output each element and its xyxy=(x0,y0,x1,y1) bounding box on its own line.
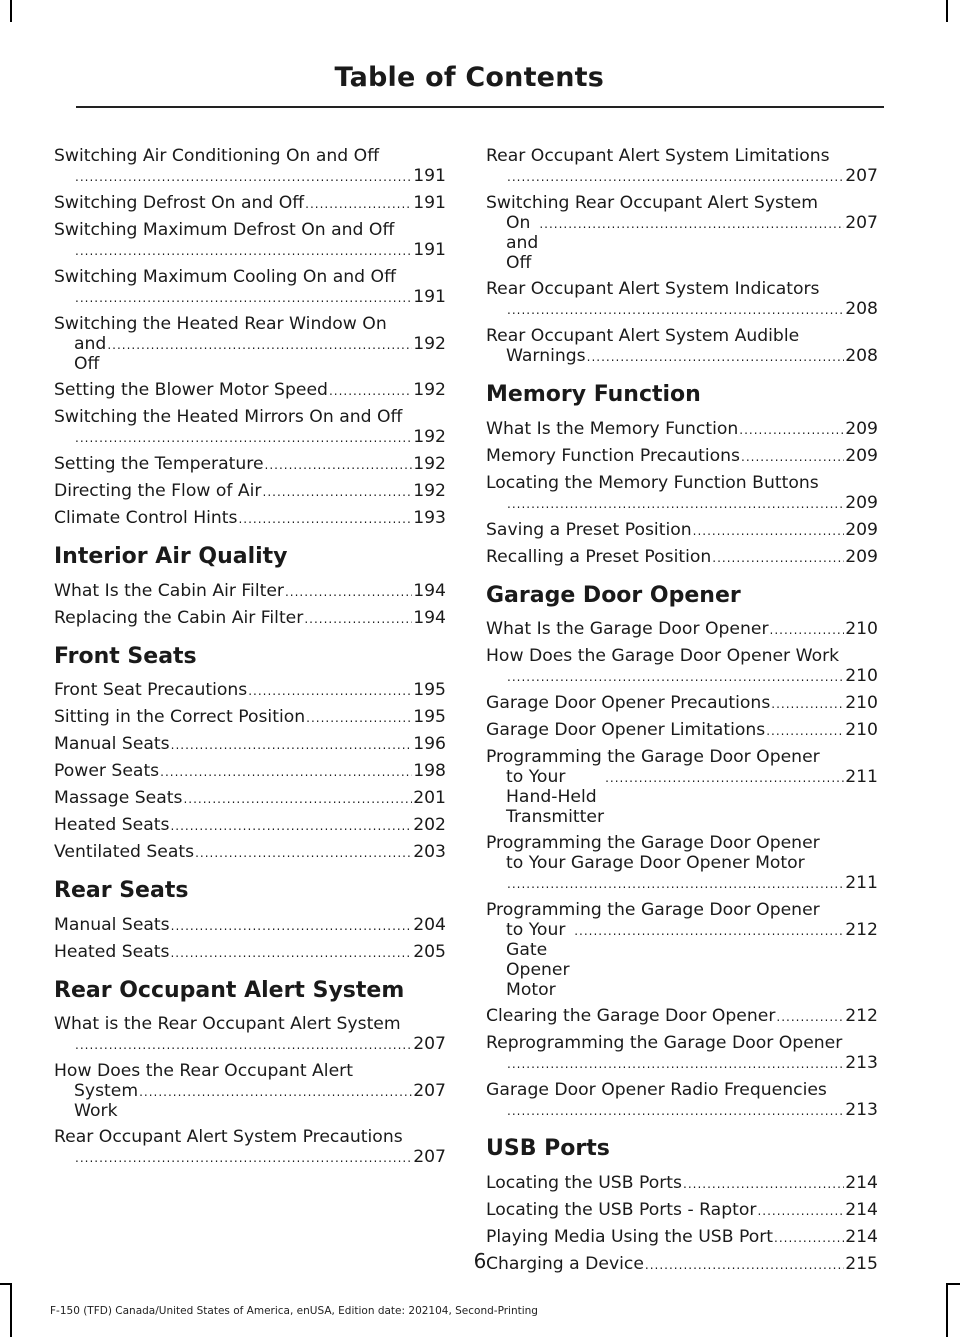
toc-page-number: 212 xyxy=(845,1006,878,1026)
toc-entry-title: Locating the USB Ports xyxy=(486,1172,682,1193)
toc-page-number: 213 xyxy=(845,1100,878,1120)
toc-entry-title: Directing the Flow of Air xyxy=(54,481,262,501)
toc-leader-dots xyxy=(170,943,412,963)
crop-mark-top-right-v xyxy=(946,0,948,22)
toc-page-number: 213 xyxy=(845,1053,878,1073)
toc-entry-line xyxy=(54,220,446,240)
toc-leader-dots xyxy=(507,1101,844,1121)
toc-page-number: 198 xyxy=(413,761,446,781)
toc-entry-title: Switching the Heated Rear Window On xyxy=(54,314,387,334)
toc-leader-dots xyxy=(75,288,412,308)
toc-entry-title-continued: On and Off xyxy=(506,213,539,273)
toc-page-number: 207 xyxy=(413,1147,446,1167)
toc-entry-line xyxy=(486,1200,878,1221)
toc-entry-title: What Is the Cabin Air Filter xyxy=(54,580,284,601)
toc-entry-line xyxy=(54,1014,446,1034)
section-heading: Rear Occupant Alert System xyxy=(54,977,405,1003)
toc-entry-line xyxy=(486,520,878,541)
toc-entry-title: Switching the Heated Mirrors On and Off xyxy=(54,407,403,427)
toc-entry-title: Climate Control Hints xyxy=(54,508,238,528)
toc-leader-dots xyxy=(741,447,844,467)
page-title: Table of Contents xyxy=(334,62,604,93)
footer-edition-text: F-150 (TFD) Canada/United States of America, enUSA, Edition date: 202104, Second-Printing xyxy=(50,1305,538,1317)
crop-mark-bottom-right-h xyxy=(946,1283,960,1285)
toc-entry-line xyxy=(486,646,878,666)
toc-leader-dots xyxy=(683,1174,844,1194)
toc-entry-line xyxy=(486,833,878,853)
toc-leader-dots xyxy=(712,548,844,568)
toc-page-number: 205 xyxy=(413,941,446,962)
toc-entry[interactable] xyxy=(54,508,446,529)
toc-entry-title: Garage Door Opener Precautions xyxy=(486,693,771,713)
section-heading: Memory Function xyxy=(486,382,701,407)
toc-page-number: 207 xyxy=(413,1034,446,1054)
toc-page-number: 193 xyxy=(413,508,446,528)
toc-entry[interactable] xyxy=(54,267,446,308)
toc-left-column xyxy=(54,146,446,1174)
toc-page-number: 195 xyxy=(413,707,446,727)
toc-entry-title: Ventilated Seats xyxy=(54,842,195,862)
toc-leader-dots xyxy=(304,609,412,629)
toc-entry-title: Playing Media Using the USB Port xyxy=(486,1226,774,1247)
toc-entry-line xyxy=(54,608,446,629)
toc-entry-title: Rear Occupant Alert System Indicators xyxy=(486,279,820,299)
toc-entry-line xyxy=(54,508,446,529)
toc-leader-dots xyxy=(766,721,844,741)
section-heading: Interior Air Quality xyxy=(54,544,288,569)
toc-entry-title: Manual Seats xyxy=(54,734,170,754)
toc-entry-line xyxy=(54,581,446,602)
toc-entry-title: Locating the USB Ports - Raptor xyxy=(486,1199,757,1220)
toc-page-number: 203 xyxy=(413,842,446,862)
toc-entry-line xyxy=(486,146,878,166)
toc-entry-title: Clearing the Garage Door Opener xyxy=(486,1006,776,1026)
toc-entry-line xyxy=(54,815,446,836)
toc-entry-line xyxy=(486,419,878,440)
toc-entry-title: Memory Function Precautions xyxy=(486,445,741,466)
toc-entry-line xyxy=(486,1006,878,1027)
toc-entry-continuation xyxy=(54,1147,446,1168)
toc-entry-line xyxy=(486,473,878,493)
toc-entry-title: What is the Rear Occupant Alert System xyxy=(54,1014,401,1034)
toc-entry-title: What Is the Garage Door Opener xyxy=(486,619,769,639)
toc-page-number: 215 xyxy=(845,1253,878,1274)
toc-entry-title-continued: to Your Hand-Held Transmitter xyxy=(506,767,605,827)
crop-mark-bottom-right-v xyxy=(946,1283,948,1337)
toc-entry-continuation xyxy=(486,920,878,1000)
toc-page-number: 214 xyxy=(845,1226,878,1247)
toc-entry-continuation xyxy=(486,493,878,514)
toc-leader-dots xyxy=(507,167,844,187)
toc-entry-continuation xyxy=(486,873,878,894)
toc-page-number: 194 xyxy=(413,580,446,601)
toc-entry-line xyxy=(486,720,878,741)
toc-entry-line xyxy=(486,279,878,299)
toc-entry[interactable] xyxy=(54,1061,446,1121)
toc-leader-dots xyxy=(774,1228,844,1248)
toc-entry[interactable] xyxy=(486,833,878,894)
toc-leader-dots xyxy=(507,300,844,320)
toc-entry-title: Switching Maximum Defrost On and Off xyxy=(54,220,395,240)
toc-page-number: 195 xyxy=(413,680,446,700)
toc-entry[interactable] xyxy=(54,454,446,475)
toc-leader-dots xyxy=(305,194,412,214)
toc-entry-title: Locating the Memory Function Buttons xyxy=(486,472,819,493)
toc-page-number: 211 xyxy=(845,873,878,893)
toc-entry-title-continued: Warnings xyxy=(506,346,586,366)
toc-leader-dots xyxy=(139,1082,412,1102)
toc-leader-dots xyxy=(757,1201,844,1221)
toc-entry-line xyxy=(54,915,446,936)
toc-entry-title: Manual Seats xyxy=(54,914,170,935)
toc-entry[interactable] xyxy=(486,1006,878,1027)
toc-entry-line xyxy=(486,1033,878,1053)
toc-leader-dots xyxy=(238,509,412,529)
toc-entry-continuation xyxy=(486,767,878,827)
toc-entry[interactable] xyxy=(54,220,446,261)
toc-entry-line xyxy=(486,619,878,640)
toc-page-number: 191 xyxy=(413,240,446,260)
header-rule xyxy=(76,106,884,108)
toc-leader-dots xyxy=(507,874,844,894)
toc-entry[interactable] xyxy=(54,1014,446,1055)
toc-entry[interactable] xyxy=(54,581,446,602)
toc-entry-title: How Does the Rear Occupant Alert xyxy=(54,1061,353,1081)
toc-entry[interactable] xyxy=(54,734,446,755)
toc-entry-line xyxy=(54,1061,446,1081)
toc-entry-continuation xyxy=(486,853,878,873)
toc-entry-continuation xyxy=(486,1053,878,1074)
toc-leader-dots xyxy=(75,1035,412,1055)
toc-leader-dots xyxy=(107,335,412,355)
toc-entry-line xyxy=(54,942,446,963)
toc-entry-line xyxy=(54,267,446,287)
toc-entry-continuation xyxy=(486,299,878,320)
toc-leader-dots xyxy=(263,482,413,502)
toc-entry[interactable] xyxy=(54,942,446,963)
toc-entry-line xyxy=(54,380,446,401)
toc-page-number: 209 xyxy=(845,418,878,439)
toc-entry[interactable] xyxy=(54,680,446,701)
toc-page-number: 211 xyxy=(845,767,878,787)
toc-leader-dots xyxy=(265,455,413,475)
toc-leader-dots xyxy=(75,428,412,448)
toc-entry[interactable] xyxy=(54,842,446,863)
toc-entry-line xyxy=(54,761,446,782)
toc-entry[interactable] xyxy=(486,279,878,320)
toc-leader-dots xyxy=(693,521,845,541)
section-heading: Garage Door Opener xyxy=(486,582,741,608)
toc-page-number: 209 xyxy=(845,546,878,567)
toc-page-number: 194 xyxy=(413,607,446,628)
toc-page-number: 214 xyxy=(845,1172,878,1193)
toc-entry[interactable] xyxy=(486,326,878,367)
toc-entry[interactable] xyxy=(54,761,446,782)
toc-entry-title: Rear Occupant Alert System Audible xyxy=(486,326,800,346)
section-heading: Front Seats xyxy=(54,643,197,669)
toc-leader-dots xyxy=(739,420,844,440)
toc-entry-continuation xyxy=(486,213,878,273)
toc-entry-title: Programming the Garage Door Opener xyxy=(486,833,820,853)
toc-entry-line xyxy=(486,547,878,568)
toc-entry[interactable] xyxy=(486,1227,878,1248)
toc-entry[interactable] xyxy=(486,1033,878,1074)
toc-leader-dots xyxy=(171,735,413,755)
toc-entry[interactable] xyxy=(486,419,878,440)
toc-entry-line xyxy=(54,707,446,728)
toc-entry[interactable] xyxy=(486,1200,878,1221)
toc-entry-continuation xyxy=(486,1100,878,1121)
toc-entry-title: Switching Rear Occupant Alert System xyxy=(486,193,819,213)
section-heading: Rear Seats xyxy=(54,878,189,903)
toc-entry[interactable] xyxy=(54,193,446,214)
toc-page-number: 204 xyxy=(413,914,446,935)
toc-page-number: 209 xyxy=(845,519,878,540)
crop-mark-bottom-left-h xyxy=(0,1283,12,1285)
toc-page-number: 207 xyxy=(845,213,878,233)
toc-entry[interactable] xyxy=(54,380,446,401)
toc-entry-line xyxy=(54,314,446,334)
toc-page-number: 201 xyxy=(413,788,446,808)
toc-leader-dots xyxy=(574,921,844,941)
toc-entry-title: Garage Door Opener Radio Frequencies xyxy=(486,1080,827,1100)
toc-leader-dots xyxy=(75,1148,412,1168)
toc-entry-line xyxy=(486,1227,878,1248)
toc-entry-line xyxy=(486,193,878,213)
toc-page-number: 209 xyxy=(845,445,878,466)
toc-leader-dots xyxy=(587,347,845,367)
toc-entry-title: Charging a Device xyxy=(486,1253,644,1274)
toc-entry-line xyxy=(54,193,446,214)
toc-page-number: 191 xyxy=(413,287,446,307)
toc-page-number: 202 xyxy=(413,815,446,835)
toc-entry-title-continued: to Your Gate Opener Motor xyxy=(506,920,570,1000)
page-number: 6 xyxy=(473,1249,487,1273)
toc-page-number: 191 xyxy=(413,193,446,213)
toc-leader-dots xyxy=(507,667,844,687)
crop-mark-top-left-v xyxy=(10,0,12,22)
toc-page-number: 196 xyxy=(413,734,446,754)
toc-entry-title: Setting the Temperature xyxy=(54,454,264,474)
toc-entry[interactable] xyxy=(486,619,878,640)
toc-page-number: 212 xyxy=(845,920,878,940)
toc-entry-continuation xyxy=(486,346,878,367)
toc-entry-continuation xyxy=(486,166,878,187)
toc-entry-line xyxy=(486,747,878,767)
toc-page-number: 214 xyxy=(845,1199,878,1220)
toc-entry-line xyxy=(54,454,446,475)
toc-entry-title: Setting the Blower Motor Speed xyxy=(54,380,328,400)
toc-leader-dots xyxy=(183,789,412,809)
toc-page-number: 207 xyxy=(845,166,878,186)
toc-entry[interactable] xyxy=(54,314,446,374)
toc-entry-continuation xyxy=(54,166,446,187)
toc-entry-continuation xyxy=(54,427,446,448)
toc-leader-dots xyxy=(160,762,412,782)
toc-entry[interactable] xyxy=(486,1080,878,1121)
toc-entry[interactable] xyxy=(54,407,446,448)
toc-leader-dots xyxy=(507,494,844,514)
toc-entry-line xyxy=(486,446,878,467)
toc-leader-dots xyxy=(771,694,844,714)
toc-page-number: 209 xyxy=(845,492,878,513)
toc-page-number: 208 xyxy=(845,346,878,366)
toc-entry[interactable] xyxy=(54,815,446,836)
toc-entry-title: Recalling a Preset Position xyxy=(486,546,712,567)
toc-entry-continuation xyxy=(54,1081,446,1121)
toc-leader-dots xyxy=(195,843,412,863)
toc-entry-title: Sitting in the Correct Position xyxy=(54,707,306,727)
toc-entry[interactable] xyxy=(486,146,878,187)
toc-leader-dots xyxy=(75,241,412,261)
toc-entry-title: Switching Maximum Cooling On and Off xyxy=(54,267,396,287)
toc-page-number: 192 xyxy=(413,481,446,501)
toc-entry-line xyxy=(54,842,446,863)
toc-entry-title: Garage Door Opener Limitations xyxy=(486,720,766,740)
toc-page-number: 192 xyxy=(413,427,446,447)
section-heading: USB Ports xyxy=(486,1136,610,1161)
toc-entry-line xyxy=(486,1173,878,1194)
toc-leader-dots xyxy=(170,816,412,836)
toc-leader-dots xyxy=(171,916,413,936)
toc-entry[interactable] xyxy=(54,707,446,728)
toc-leader-dots xyxy=(605,768,844,788)
toc-entry-title-continued: System Work xyxy=(74,1081,139,1121)
toc-page-number: 192 xyxy=(413,380,446,400)
toc-entry-line xyxy=(486,326,878,346)
toc-entry[interactable] xyxy=(54,915,446,936)
toc-entry-line xyxy=(486,1080,878,1100)
toc-entry-title: Programming the Garage Door Opener xyxy=(486,747,820,767)
toc-entry[interactable] xyxy=(54,481,446,502)
toc-page-number: 207 xyxy=(413,1081,446,1101)
toc-leader-dots xyxy=(285,582,412,602)
toc-entry-continuation xyxy=(54,240,446,261)
toc-leader-dots xyxy=(539,214,844,234)
toc-entry[interactable] xyxy=(486,646,878,687)
toc-entry-line xyxy=(54,146,446,166)
toc-entry-line xyxy=(54,481,446,502)
toc-page-number: 210 xyxy=(845,619,878,639)
toc-entry-title: Power Seats xyxy=(54,761,160,781)
toc-entry-title: Replacing the Cabin Air Filter xyxy=(54,607,304,628)
toc-entry-title: Heated Seats xyxy=(54,815,170,835)
toc-entry[interactable] xyxy=(486,693,878,714)
toc-entry[interactable] xyxy=(54,788,446,809)
toc-entry-title: Massage Seats xyxy=(54,788,183,808)
toc-entry[interactable] xyxy=(486,446,878,467)
toc-leader-dots xyxy=(75,167,412,187)
toc-entry-line xyxy=(54,407,446,427)
toc-entry-title: Programming the Garage Door Opener xyxy=(486,900,820,920)
toc-leader-dots xyxy=(770,620,845,640)
toc-leader-dots xyxy=(306,708,412,728)
toc-leader-dots xyxy=(507,1054,844,1074)
toc-entry-title: How Does the Garage Door Opener Work xyxy=(486,646,840,666)
toc-entry-title-continued: to Your Garage Door Opener Motor xyxy=(506,853,805,873)
toc-entry-title: Heated Seats xyxy=(54,941,170,962)
toc-page-number: 210 xyxy=(845,720,878,740)
toc-entry-continuation xyxy=(54,1034,446,1055)
toc-entry[interactable] xyxy=(54,146,446,187)
toc-page-number: 210 xyxy=(845,693,878,713)
toc-entry[interactable] xyxy=(54,608,446,629)
crop-mark-bottom-left-v xyxy=(10,1283,12,1337)
toc-entry-line xyxy=(54,1127,446,1147)
toc-entry-title: What Is the Memory Function xyxy=(486,418,739,439)
toc-entry[interactable] xyxy=(486,900,878,1000)
toc-page-number: 210 xyxy=(845,666,878,686)
toc-entry-title-continued: and Off xyxy=(74,334,107,374)
toc-entry-line xyxy=(54,788,446,809)
toc-entry-title: Saving a Preset Position xyxy=(486,519,692,540)
toc-leader-dots xyxy=(329,381,412,401)
toc-entry[interactable] xyxy=(486,520,878,541)
toc-leader-dots xyxy=(776,1007,844,1027)
toc-page-number: 191 xyxy=(413,166,446,186)
toc-entry-title: Rear Occupant Alert System Precautions xyxy=(54,1127,403,1147)
toc-entry-continuation xyxy=(486,666,878,687)
toc-entry[interactable] xyxy=(486,1173,878,1194)
toc-entry[interactable] xyxy=(486,193,878,273)
toc-page-number: 192 xyxy=(413,334,446,354)
toc-entry-title: Switching Air Conditioning On and Off xyxy=(54,146,380,166)
toc-entry-title: Front Seat Precautions xyxy=(54,680,248,700)
toc-entry-title: Rear Occupant Alert System Limitations xyxy=(486,146,830,166)
toc-entry-continuation xyxy=(54,334,446,374)
toc-entry-continuation xyxy=(54,287,446,308)
toc-entry-line xyxy=(54,680,446,701)
toc-entry-title: Reprogramming the Garage Door Opener xyxy=(486,1033,843,1053)
toc-entry[interactable] xyxy=(54,1127,446,1168)
toc-entry[interactable] xyxy=(486,747,878,827)
toc-leader-dots xyxy=(248,681,412,701)
toc-entry[interactable] xyxy=(486,547,878,568)
toc-entry[interactable] xyxy=(486,720,878,741)
toc-page-number: 192 xyxy=(413,454,446,474)
toc-entry-line xyxy=(486,900,878,920)
toc-entry-line xyxy=(54,734,446,755)
toc-entry[interactable] xyxy=(486,473,878,514)
toc-right-column xyxy=(486,146,878,1281)
toc-entry-line xyxy=(486,693,878,714)
toc-entry-title: Switching Defrost On and Off xyxy=(54,193,305,213)
toc-page-number: 208 xyxy=(845,299,878,319)
